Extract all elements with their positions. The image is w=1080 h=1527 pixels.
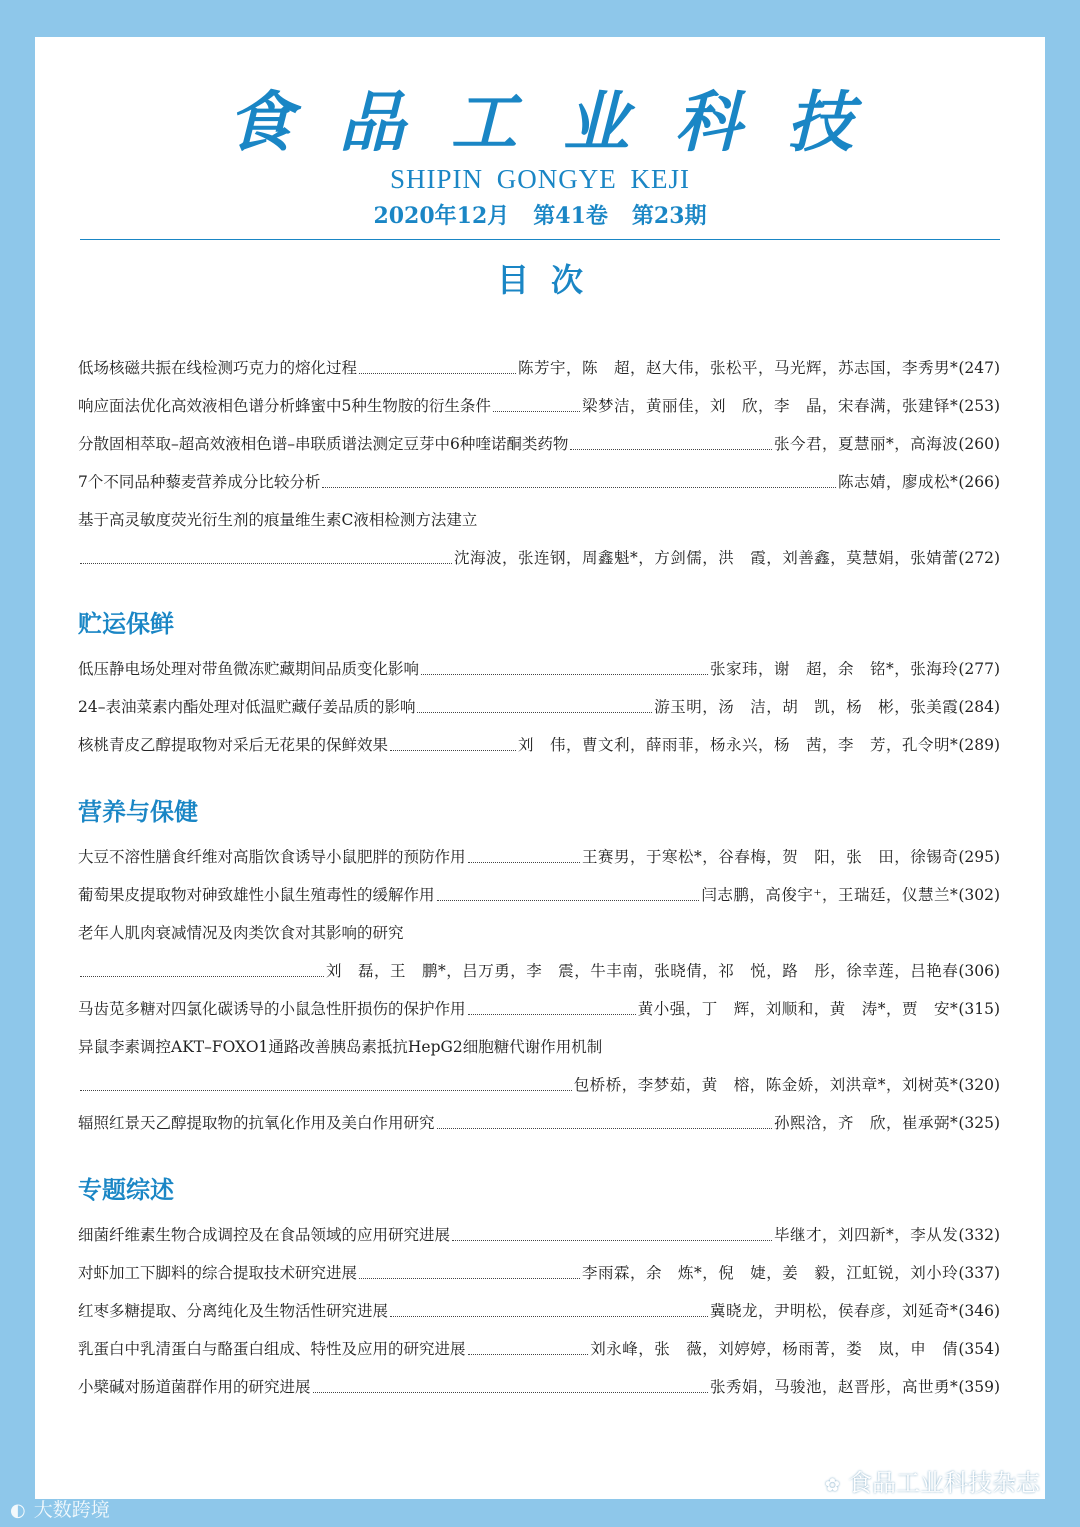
entry-authors: 包桥桥，李梦茹，黄 榕，陈金娇，刘洪章*，刘树英*: [573, 1076, 959, 1094]
entry-authors: 游玉明，汤 洁，胡 凯，杨 彬，张美霞: [654, 698, 959, 716]
entry-authors: 张今君，夏慧丽*，高海波: [774, 435, 959, 453]
entry-page: (272): [958, 549, 1000, 567]
entry-authors: 冀晓龙，尹明松，侯春彦，刘延奇*: [710, 1302, 959, 1320]
entry-title: 响应面法优化高效液相色谱分析蜂蜜中5种生物胺的衍生条件: [78, 397, 491, 415]
entry-authors: 刘 磊，王 鹏*，吕万勇，李 震，牛丰南，张晓倩，祁 悦，路 彤，徐幸莲，吕艳春: [326, 962, 959, 980]
toc-entry[interactable]: [78, 734, 1000, 756]
entry-authors: 刘 伟，曹文利，薛雨菲，杨永兴，杨 茜，李 芳，孔令明*: [518, 736, 959, 754]
toc-entry[interactable]: [78, 884, 1000, 906]
entry-authors: 黄小强，丁 辉，刘顺和，黄 涛*，贾 安*: [637, 1000, 959, 1018]
toc-entry[interactable]: [78, 658, 1000, 680]
toc-entry[interactable]: [78, 547, 1000, 569]
brand-logo-icon: ◐: [10, 1500, 26, 1521]
journal-pinyin: SHIPIN GONGYE KEJI: [390, 164, 690, 194]
leader-dots: [359, 373, 516, 374]
entry-authors: 陈芳宇，陈 超，赵大伟，张松平，马光辉，苏志国，李秀男*: [518, 359, 959, 377]
entry-title: 葡萄果皮提取物对砷致雄性小鼠生殖毒性的缓解作用: [78, 886, 435, 904]
leader-dots: [390, 1316, 708, 1317]
entry-page: (295): [958, 848, 1000, 866]
entry-page: (284): [958, 698, 1000, 716]
entry-title: 分散固相萃取–超高效液相色谱–串联质谱法测定豆芽中6种喹诺酮类药物: [78, 435, 569, 453]
entry-authors: 毕继才，刘四新*，李从发: [774, 1226, 959, 1244]
entry-title: 马齿苋多糖对四氯化碳诱导的小鼠急性肝损伤的保护作用: [78, 1000, 466, 1018]
watermark-left: [10, 1495, 110, 1522]
toc-entry[interactable]: [78, 1074, 1000, 1096]
entry-authors: 梁梦洁，黄丽佳，刘 欣，李 晶，宋春满，张建铎*: [582, 397, 959, 415]
entry-title: 辐照红景天乙醇提取物的抗氧化作用及美白作用研究: [78, 1114, 435, 1132]
entry-title: 7个不同品种藜麦营养成分比较分析: [78, 473, 321, 491]
leader-dots: [468, 1354, 589, 1355]
entry-page: (346): [958, 1302, 1000, 1320]
leader-dots: [80, 1090, 572, 1091]
entry-page: (247): [958, 359, 1000, 377]
leader-dots: [452, 1240, 772, 1241]
toc-entry[interactable]: [78, 1112, 1000, 1134]
entry-title[interactable]: 基于高灵敏度荧光衍生剂的痕量维生素C液相检测方法建立: [78, 511, 478, 529]
entry-title: 小檗碱对肠道菌群作用的研究进展: [78, 1378, 311, 1396]
entry-page: (320): [958, 1076, 1000, 1094]
entry-title: 红枣多糖提取、分离纯化及生物活性研究进展: [78, 1302, 389, 1320]
section-title: 贮运保鲜: [78, 610, 174, 638]
toc-entry[interactable]: [78, 1376, 1000, 1398]
entry-authors: 张秀娟，马骏池，赵晋彤，高世勇*: [710, 1378, 959, 1396]
issue-number: 第23期: [631, 203, 707, 229]
entry-title[interactable]: 异鼠李素调控AKT–FOXO1通路改善胰岛素抵抗HepG2细胞糖代谢作用机制: [78, 1038, 603, 1056]
toc-entry[interactable]: [78, 696, 1000, 718]
toc-entry[interactable]: [78, 471, 1000, 493]
leader-dots: [421, 674, 708, 675]
toc-entry[interactable]: [78, 395, 1000, 417]
leader-dots: [468, 862, 581, 863]
entry-page: (359): [958, 1378, 1000, 1396]
toc-entry[interactable]: [78, 433, 1000, 455]
entry-title: 低压静电场处理对带鱼微冻贮藏期间品质变化影响: [78, 660, 420, 678]
entry-authors: 王赛男，于寒松*，谷春梅，贺 阳，张 田，徐锡奇: [582, 848, 959, 866]
toc-entry[interactable]: [78, 1262, 1000, 1284]
leader-dots: [359, 1278, 580, 1279]
watermark-left-text: 大数跨境: [33, 1499, 110, 1521]
journal-title: 食品工业科技: [227, 83, 899, 161]
entry-authors: 孙熙浛，齐 欣，崔承弼*: [774, 1114, 959, 1132]
entry-title: 低场核磁共振在线检测巧克力的熔化过程: [78, 359, 358, 377]
leader-dots: [390, 750, 516, 751]
entry-title[interactable]: 老年人肌肉衰减情况及肉类饮食对其影响的研究: [78, 924, 404, 942]
entry-page: (332): [958, 1226, 1000, 1244]
entry-authors: 闫志鹏，高俊宇⁺，王瑞廷，仪慧兰*: [701, 886, 959, 904]
entry-authors: 沈海波，张连钢，周鑫魁*，方剑儒，洪 霞，刘善鑫，莫慧娟，张婧蕾: [454, 549, 959, 567]
entry-authors: 李雨霖，余 炼*，倪 婕，姜 毅，江虹锐，刘小玲: [582, 1264, 959, 1282]
wechat-icon: ✿: [824, 1475, 840, 1496]
leader-dots: [437, 900, 700, 901]
entry-title: 核桃青皮乙醇提取物对采后无花果的保鲜效果: [78, 736, 389, 754]
leader-dots: [468, 1014, 636, 1015]
issue-info: [35, 199, 1045, 230]
masthead: [35, 82, 1045, 230]
entry-page: (354): [958, 1340, 1000, 1358]
entry-page: (325): [958, 1114, 1000, 1132]
section-title: 专题综述: [78, 1176, 174, 1204]
entry-page: (315): [958, 1000, 1000, 1018]
entry-authors: 刘永峰，张 薇，刘婷婷，杨雨菁，娄 岚，申 倩: [590, 1340, 959, 1358]
entry-title: 乳蛋白中乳清蛋白与酪蛋白组成、特性及应用的研究进展: [78, 1340, 466, 1358]
header-rule: [80, 239, 1000, 240]
toc-entry[interactable]: [78, 1338, 1000, 1360]
entry-page: (266): [958, 473, 1000, 491]
leader-dots: [493, 411, 580, 412]
watermark-right: [825, 1463, 1040, 1498]
section-title: 营养与保健: [78, 798, 198, 826]
entry-authors: 张家玮，谢 超，余 铭*，张海玲: [710, 660, 959, 678]
entry-title: 大豆不溶性膳食纤维对高脂饮食诱导小鼠肥胖的预防作用: [78, 848, 466, 866]
toc-entry[interactable]: [78, 357, 1000, 379]
leader-dots: [80, 976, 324, 977]
toc-page: [35, 37, 1045, 1499]
toc-entry[interactable]: [78, 960, 1000, 982]
watermark-right-text: 食品工业科技杂志: [848, 1469, 1040, 1497]
entry-title: 细菌纤维素生物合成调控及在食品领域的应用研究进展: [78, 1226, 451, 1244]
leader-dots: [313, 1392, 709, 1393]
toc-entry[interactable]: [78, 846, 1000, 868]
leader-dots: [80, 563, 452, 564]
entry-title: 24–表油菜素内酯处理对低温贮藏仔姜品质的影响: [78, 698, 416, 716]
leader-dots: [437, 1128, 773, 1129]
leader-dots: [322, 487, 836, 488]
issue-date: 2020年12月: [373, 203, 510, 229]
entry-authors: 陈志婧，廖成松*: [838, 473, 959, 491]
toc-heading: 目次: [496, 261, 605, 299]
entry-page: (289): [958, 736, 1000, 754]
leader-dots: [417, 712, 652, 713]
entry-page: (302): [958, 886, 1000, 904]
entry-page: (253): [958, 397, 1000, 415]
toc-entry[interactable]: [78, 998, 1000, 1020]
entry-title: 对虾加工下脚料的综合提取技术研究进展: [78, 1264, 358, 1282]
leader-dots: [570, 449, 772, 450]
issue-volume: 第41卷: [533, 203, 608, 229]
entry-page: (306): [958, 962, 1000, 980]
toc-entry[interactable]: [78, 1224, 1000, 1246]
entry-page: (277): [958, 660, 1000, 678]
entry-page: (260): [958, 435, 1000, 453]
entry-page: (337): [958, 1264, 1000, 1282]
toc-entry[interactable]: [78, 1300, 1000, 1322]
